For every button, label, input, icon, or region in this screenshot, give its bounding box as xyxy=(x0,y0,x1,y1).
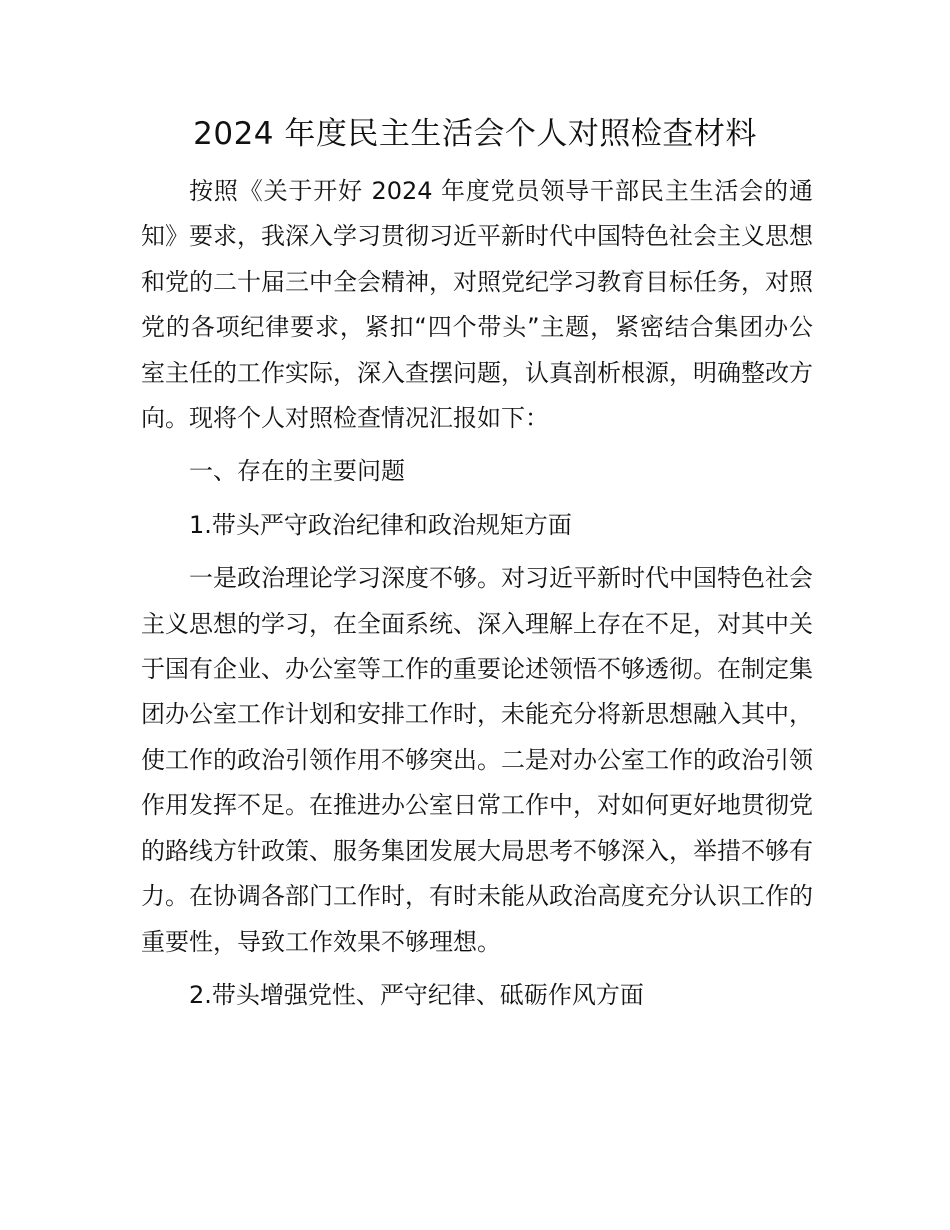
body-paragraph: 一是政治理论学习深度不够。对习近平新时代中国特色社会主义思想的学习，在全面系统、深入理解上存在不足，对其中关于国有企业、办公室等工作的重要论述领悟不够透彻。在制定集团办公室工作计划和安排工作时，未能充分将新思想融入其中，使工作的政治引领作用不够突出。二是对办公室工作的政治引领作用发挥不足。在推进办公室日常工作中，对如何更好地贯彻党的路线方针政策、服务集团发展大局思考不够深入，举措不够有力。在协调各部门工作时，有时未能从政治高度充分认识工作的重要性，导致工作效果不够理想。 xyxy=(141,564,813,956)
intro-paragraph: 按照《关于开好 2024 年度党员领导干部民主生活会的通知》要求，我深入学习贯彻习近平新时代中国特色社会主义思想和党的二十届三中全会精神，对照党纪学习教育目标任务，对照党的各项纪律要求，紧扣“四个带头”主题，紧密结合集团办公室主任的工作实际，深入查摆问题，认真剖析根源，明确整改方向。现将个人对照检查情况汇报如下： xyxy=(141,177,813,433)
document-body xyxy=(141,169,813,1018)
section-heading: 一、存在的主要问题 xyxy=(189,457,405,486)
document-title: 2024 年度民主生活会个人对照检查材料 xyxy=(193,116,757,152)
subsection-heading: 1.带头严守政治纪律和政治规矩方面 xyxy=(189,510,572,539)
subsection-heading: 2.带头增强党性、严守纪律、砥砺作风方面 xyxy=(189,980,644,1009)
